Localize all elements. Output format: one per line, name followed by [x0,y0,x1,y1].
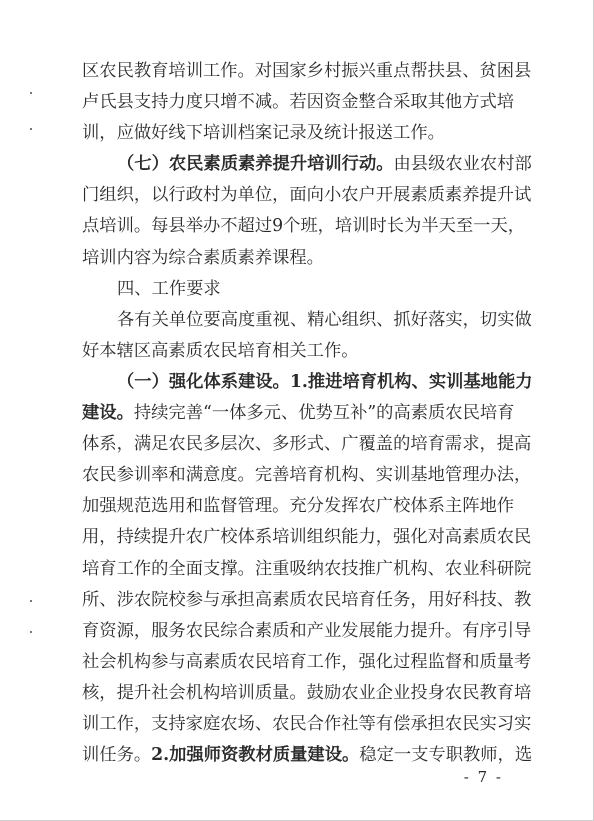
heading-text: （一）强化体系建设。1.推进培育机构、实训基地能力 [117,371,533,392]
text-line: 卢氏县支持力度只增不减。若因资金整合采取其他方式培 [82,92,515,113]
text-line: 训工作，支持家庭农场、农民合作社等有偿承担农民实习实 [82,713,532,734]
text-line: 育资源，服务农民综合素质和产业发展能力提升。有序引导 [82,620,532,641]
body-text: 由县级农业农村部 [393,154,532,175]
text-line [82,367,533,398]
margin-dot [30,92,32,94]
text-line: 点培训。每县举办不超过9个班，培训时长为半天至一天， [82,216,526,237]
text-line: 核，提升社会机构培训质量。鼓励农业企业投身农民教育培 [82,682,532,703]
text-line: 培训内容为综合素质素养课程。 [82,247,324,268]
text-line: 社会机构参与高素质农民培育工作，强化过程监督和质量考 [82,651,532,672]
margin-dot [30,128,32,130]
margin-dot [30,600,32,602]
text-line: 用，持续提升农广校体系培训组织能力，强化对高素质农民 [82,527,532,548]
page-number: - 7 - [463,768,503,786]
text-line: 区农民教育培训工作。对国家乡村振兴重点帮扶县、贫困县 [82,61,532,81]
text-line: 农民参训率和满意度。完善培育机构、实训基地管理办法， [82,465,532,486]
text-line: 训，应做好线下培训档案记录及统计报送工作。 [82,123,445,144]
text-line [82,398,514,429]
heading-text: （七）农民素质素养提升培训行动。 [117,154,394,175]
text-line [82,149,532,180]
text-line: 各有关单位要高度重视、精心组织、抓好落实，切实做 [117,309,532,330]
document-body [82,56,533,771]
text-line: 好本辖区高素质农民培育相关工作。 [82,340,359,361]
margin-dot [30,631,32,633]
body-text: 训任务。 [82,745,152,766]
text-line: 培育工作的全面支撑。注重吸纳农技推广机构、农业科研院 [82,558,532,579]
heading-text: 2.加强师资教材质量建设。 [151,745,360,766]
text-line [82,740,533,771]
heading-text: 建设。 [82,403,134,424]
text-line: 加强规范选用和监督管理。充分发挥农广校体系主阵地作 [82,496,515,517]
body-text: 稳定一支专职教师，选 [359,745,533,766]
text-line: 所、涉农院校参与承担高素质农民培育任务，用好科技、教 [82,589,532,610]
body-text: 持续完善“一体多元、优势互补”的高素质农民培育 [133,403,515,424]
section-heading: 四、工作要求 [117,278,221,299]
text-line: 门组织，以行政村为单位，面向小农户开展素质素养提升试 [82,185,532,206]
text-line: 体系，满足农民多层次、多形式、广覆盖的培育需求，提高 [82,434,532,455]
